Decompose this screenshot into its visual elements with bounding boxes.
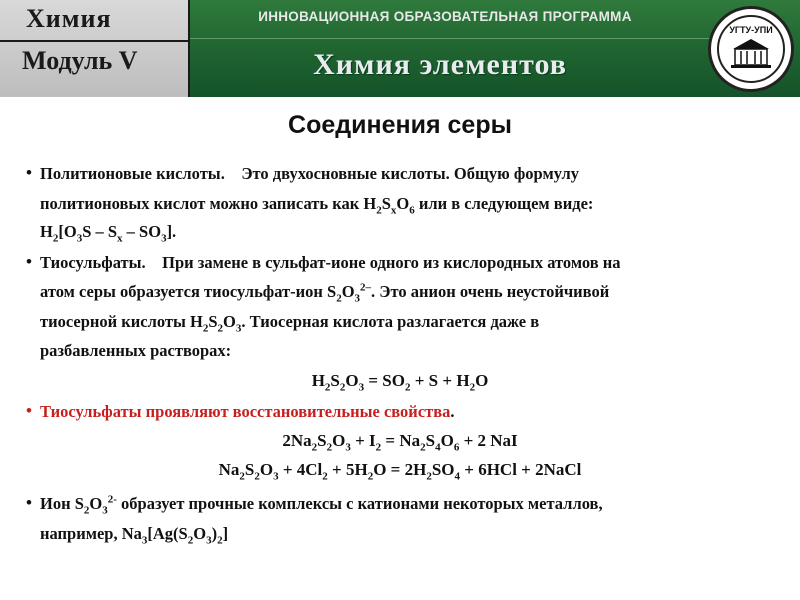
course-divider [0,40,188,42]
subscript: 2 [405,381,411,394]
header-rule [190,38,710,39]
text: Ион S [40,494,84,513]
bullet-line [40,193,593,215]
program-title: ИННОВАЦИОННАЯ ОБРАЗОВАТЕЛЬНАЯ ПРОГРАММА [258,9,632,24]
subscript: 2 [420,441,426,454]
subscript: 4 [435,441,441,454]
text: . [450,402,455,421]
bullet-marker: • [26,252,32,271]
text: ]. [166,222,177,241]
subscript: 2 [254,470,260,483]
text: O [259,460,274,479]
subscript: 2 [375,441,382,454]
subscript: 3 [354,292,361,305]
text: O = 2H [373,460,427,479]
bullet-line [40,401,455,423]
text: S [244,460,255,479]
subscript: 3 [273,470,279,483]
text: + 4Cl [278,460,323,479]
header-bar [0,0,800,97]
subscript: x [117,232,123,245]
slide-content [0,97,800,600]
subscript: 2 [339,381,346,394]
subscript: 2 [187,534,194,547]
text: O [345,371,359,390]
bullet-line [40,281,609,303]
bullet-line [40,523,228,545]
subscript: 2 [322,470,328,483]
text: O [89,494,103,513]
text: политионовых кислот можно записать как H [40,194,377,213]
bullet-marker: • [26,401,32,420]
subscript: 3 [161,232,167,245]
text: атом серы образуется тиосульфат-ион S [40,282,337,301]
subscript: 2 [52,232,59,245]
text: H [311,371,325,390]
text: O [223,312,236,331]
subscript: 2 [324,381,331,394]
text: O [332,431,346,450]
text: ] [222,524,229,543]
module-label: Модуль V [22,46,138,75]
text: S [208,312,218,331]
subscript: 3 [235,322,242,335]
slide-title: Соединения серы [288,111,512,139]
text: S [317,431,327,450]
course-box [0,0,190,97]
text: 2Na [282,431,312,450]
text: например, Na [40,524,142,543]
text: + S + H [410,371,470,390]
text: = SO [364,371,405,390]
subscript: x [390,204,397,217]
subscript: 3 [102,504,108,517]
bullet-line [40,311,539,333]
text: + 2 NaI [459,431,518,450]
text: O [475,371,489,390]
bullet-text: При замене в сульфат-ионе одного из кислородных атомов на [162,253,621,272]
text: – SO [122,222,162,241]
equation [0,371,800,394]
text: O [341,282,355,301]
text: = Na [381,431,421,450]
text: O [440,431,454,450]
text: [Ag(S [147,524,188,543]
university-logo [708,6,794,92]
equation [0,431,800,454]
text: S [425,431,436,450]
subscript: 2 [367,470,374,483]
section-title: Химия элементов [313,48,567,81]
bullet-heading: Тиосульфаты. [40,253,146,272]
subscript: 2 [376,204,382,217]
text: SO [431,460,455,479]
subscript: 2 [202,322,209,335]
subscript: 2 [336,292,342,305]
subscript: 2 [217,534,223,547]
subscript: 2 [83,504,90,517]
subscript: 2 [426,470,432,483]
text: + 5H [327,460,368,479]
bullet-line [40,252,621,274]
bullet-marker: • [26,163,32,182]
subscript: 3 [345,441,351,454]
text: или в следующем виде: [414,194,594,213]
bullet-line [40,163,579,185]
subscript: 3 [206,534,212,547]
text: O [193,524,207,543]
bullet-line [40,493,603,515]
subscript: 2 [239,470,245,483]
subscript: 4 [454,470,461,483]
subscript: 6 [453,441,460,454]
course-title: Химия [26,4,112,33]
logo-text: УГТУ-УПИ [729,25,773,35]
superscript: 2- [107,493,117,506]
text: . Тиосерная кислота разлагается даже в [241,312,540,331]
text: S [381,194,391,213]
text: + 6HCl + 2NaCl [460,460,582,479]
subscript: 2 [326,441,333,454]
bullet-marker: • [26,493,32,512]
building-icon [711,9,791,89]
text: Na [218,460,240,479]
text: S – S [82,222,118,241]
bullet-heading: Политионовые кислоты. [40,164,225,183]
text: образует прочные комплексы с катионами некоторых металлов, [116,494,603,513]
text: . Это анион очень неустойчивой [371,282,610,301]
subscript: 3 [141,534,148,547]
bullet-line [40,221,176,243]
text: S [330,371,340,390]
text: тиосерной кислоты H [40,312,203,331]
text: [O [58,222,77,241]
highlight-text: Тиосульфаты проявляют восстановительные свойства [40,402,451,421]
text: + I [350,431,376,450]
bullet-text: Это двухосновные кислоты. Общую формулу [241,164,580,183]
bullet-line: разбавленных растворах: [40,341,232,360]
subscript: 2 [311,441,318,454]
superscript: 2– [360,281,372,294]
subscript: 3 [358,381,365,394]
text: O [396,194,410,213]
equation [0,460,800,483]
subscript: 2 [217,322,224,335]
subscript: 3 [76,232,83,245]
text: ) [211,524,218,543]
subscript: 2 [469,381,476,394]
subscript: 6 [409,204,415,217]
text: H [40,222,53,241]
